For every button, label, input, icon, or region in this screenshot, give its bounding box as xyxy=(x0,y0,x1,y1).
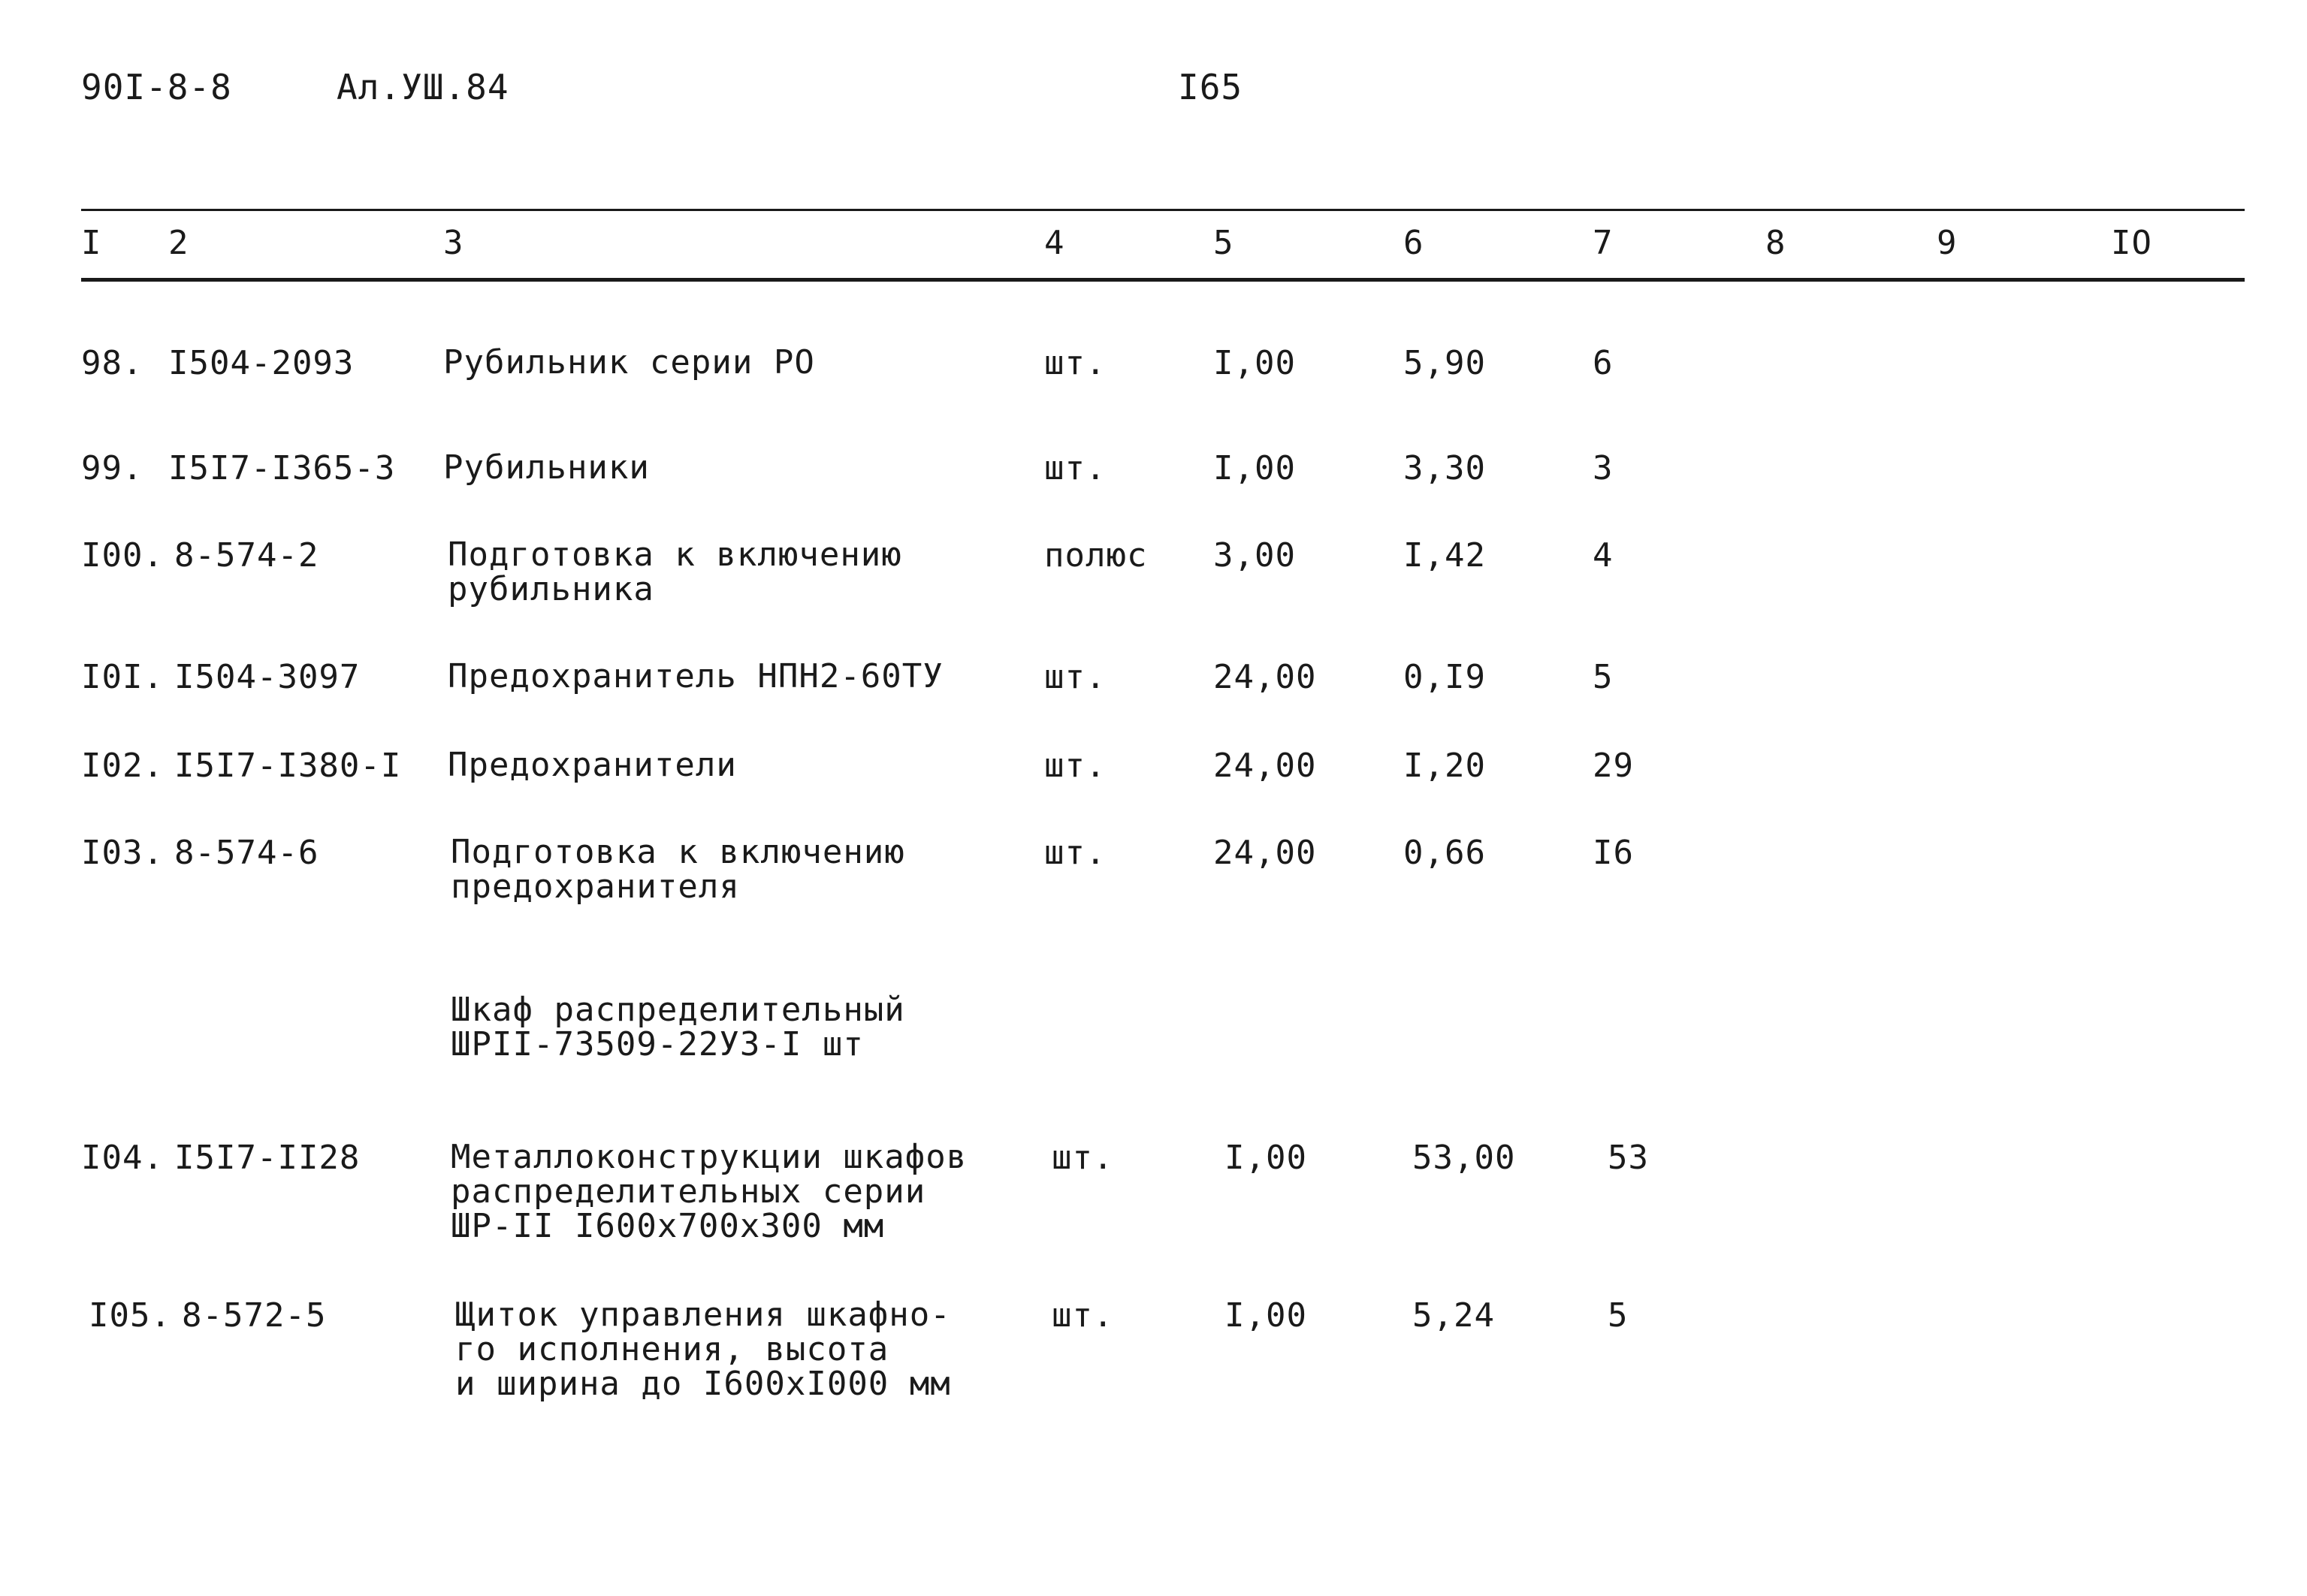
column-header-4: 4 xyxy=(1044,224,1065,262)
album-label: Ал.УШ.84 xyxy=(337,67,509,107)
row-total: 6 xyxy=(1593,344,1614,382)
row-price: 53,00 xyxy=(1412,1139,1516,1177)
row-code: I504-2093 xyxy=(168,344,355,382)
row-code: I5I7-I365-3 xyxy=(168,449,396,487)
row-name: Подготовка к включению предохранителя xyxy=(451,833,905,906)
row-number: I02. xyxy=(81,747,164,785)
row-code: I5I7-I380-I xyxy=(174,747,402,785)
column-header-2: 2 xyxy=(168,224,189,262)
row-unit: шт. xyxy=(1044,658,1107,696)
row-code: 8-574-2 xyxy=(174,536,319,575)
row-unit: шт. xyxy=(1044,449,1107,487)
column-header-3: 3 xyxy=(443,224,464,262)
row-price: 3,30 xyxy=(1403,449,1486,487)
column-header-10: IO xyxy=(2111,224,2152,262)
row-name: Подготовка к включению рубильника xyxy=(448,536,902,608)
row-total: 4 xyxy=(1593,536,1614,575)
row-quantity: 3,00 xyxy=(1213,536,1296,575)
row-number: I03. xyxy=(81,834,164,872)
row-number: I05. xyxy=(89,1296,171,1335)
row-unit: полюс xyxy=(1044,536,1148,575)
row-code: 8-574-6 xyxy=(174,834,319,872)
row-number: I0I. xyxy=(81,658,164,696)
row-price: 5,24 xyxy=(1412,1296,1495,1335)
row-unit: шт. xyxy=(1052,1296,1114,1335)
row-code: 8-572-5 xyxy=(182,1296,327,1335)
row-total: 5 xyxy=(1608,1296,1629,1335)
row-total: 29 xyxy=(1593,747,1634,785)
column-header-5: 5 xyxy=(1213,224,1234,262)
page-number: I65 xyxy=(1178,67,1243,107)
row-quantity: I,00 xyxy=(1213,344,1296,382)
row-quantity: 24,00 xyxy=(1213,747,1317,785)
row-name: Рубильник серии РО xyxy=(443,343,815,382)
row-code: I504-3097 xyxy=(174,658,361,696)
row-number: 99. xyxy=(81,449,143,487)
row-total: 5 xyxy=(1593,658,1614,696)
row-quantity: I,00 xyxy=(1224,1139,1307,1177)
column-header-8: 8 xyxy=(1765,224,1786,262)
row-number: I00. xyxy=(81,536,164,575)
row-name: Металлоконструкции шкафов распределительных серии ШР-II I600x700x300 мм xyxy=(451,1138,968,1245)
document-code: 90I-8-8 xyxy=(81,67,232,107)
section-heading: Шкаф распределительный ШРII-73509-22УЗ-I шт xyxy=(451,991,905,1063)
row-unit: шт. xyxy=(1044,344,1107,382)
row-name: Щиток управления шкафно- го исполнения, высота и ширина до I600xI000 мм xyxy=(455,1296,951,1403)
row-unit: шт. xyxy=(1044,834,1107,872)
row-total: 53 xyxy=(1608,1139,1649,1177)
row-price: I,42 xyxy=(1403,536,1486,575)
row-quantity: 24,00 xyxy=(1213,834,1317,872)
row-price: I,20 xyxy=(1403,747,1486,785)
row-name: Рубильники xyxy=(443,448,650,487)
row-unit: шт. xyxy=(1044,747,1107,785)
table-header-rule xyxy=(81,278,2245,282)
row-price: 0,66 xyxy=(1403,834,1486,872)
row-number: 98. xyxy=(81,344,143,382)
column-header-9: 9 xyxy=(1937,224,1958,262)
row-quantity: I,00 xyxy=(1213,449,1296,487)
row-total: 3 xyxy=(1593,449,1614,487)
table-top-rule xyxy=(81,209,2245,211)
column-header-1: I xyxy=(81,224,102,262)
row-total: I6 xyxy=(1593,834,1634,872)
row-name: Предохранитель НПН2-60ТУ xyxy=(448,657,944,695)
row-unit: шт. xyxy=(1052,1139,1114,1177)
row-price: 5,90 xyxy=(1403,344,1486,382)
row-number: I04. xyxy=(81,1139,164,1177)
row-quantity: I,00 xyxy=(1224,1296,1307,1335)
row-name: Предохранители xyxy=(448,746,737,784)
row-code: I5I7-II28 xyxy=(174,1139,361,1177)
row-quantity: 24,00 xyxy=(1213,658,1317,696)
column-header-6: 6 xyxy=(1403,224,1424,262)
column-header-7: 7 xyxy=(1593,224,1614,262)
row-price: 0,I9 xyxy=(1403,658,1486,696)
